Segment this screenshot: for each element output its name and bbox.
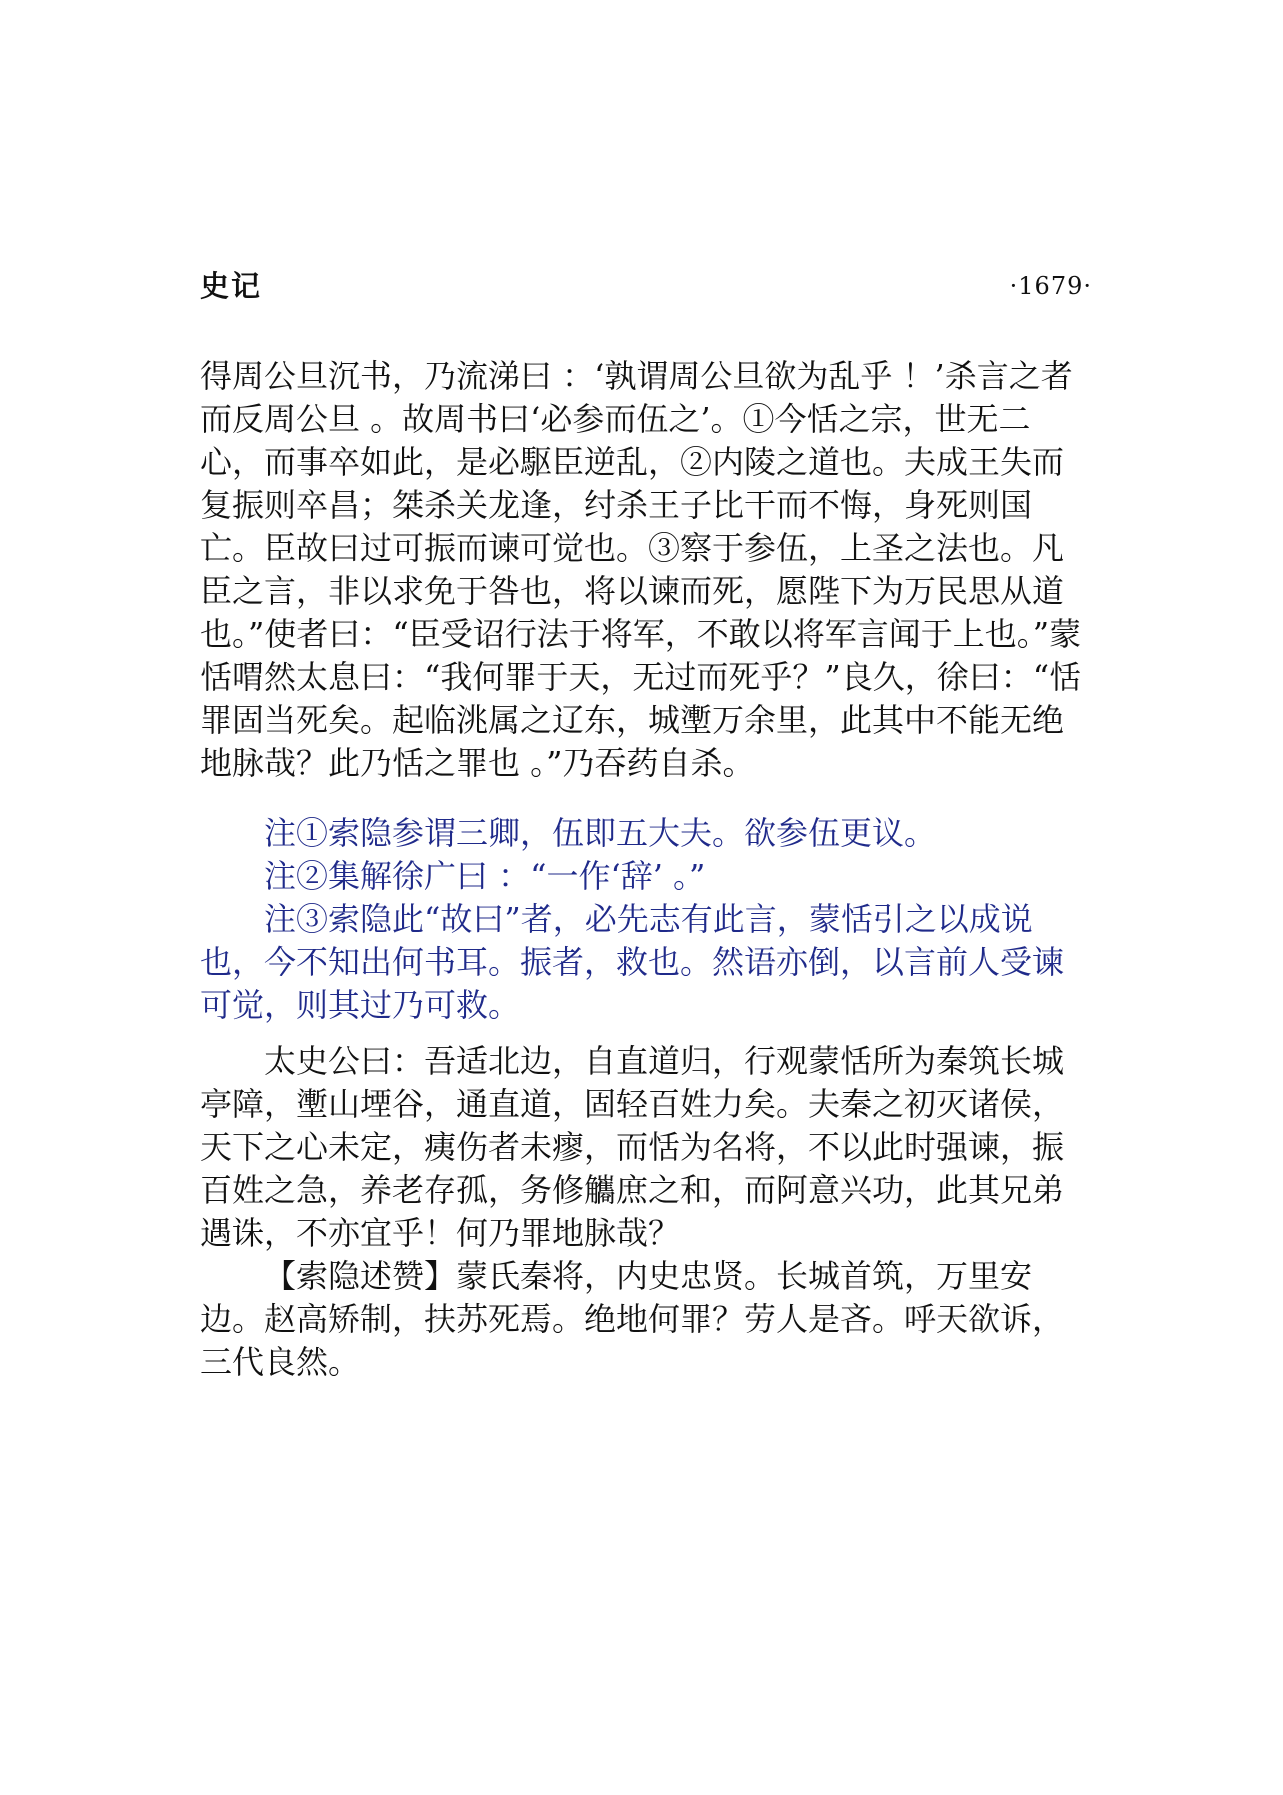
main-text <box>200 355 1092 785</box>
main-paragraph: 得周公旦沉书，乃流涕曰 ：‘孰谓周公旦欲为乱乎 ！’杀言之者而反周公旦 。故周书曰‘必参而伍之’。①今恬之宗，世无二心，而事卒如此，是必駆臣逆乱，②内陵之道也。夫成王失而复振则卒昌；桀杀关龙逢，纣杀王子比干而不悔，身死则国亡。臣故曰过可振而谏可觉也。③察于参伍，上圣之法也。凡臣之言，非以求免于咎也，将以谏而死，愿陛下为万民思从道也。”使者曰：“臣受诏行法于将军，不敢以将军言闻于上也。”蒙恬喟然太息曰：“我何罪于天，无过而死乎？”良久，徐曰：“恬罪固当死矣。起临洮属之辽东，城壍万余里，此其中不能无绝地脉哉？此乃恬之罪也 。”乃吞药自杀。 <box>200 357 1082 782</box>
book-title: 史记 <box>200 269 263 303</box>
page-header <box>200 266 1092 306</box>
note-1: 注①索隐参谓三卿，伍即五大夫。欲参伍更议。 <box>264 814 937 852</box>
note-2: 注②集解徐广曰 ：“一作‘辞’ 。” <box>264 857 706 895</box>
summary-paragraph: 【索隐述赞】蒙氏秦将，内史忠贤。长城首筑，万里安边。赵高矫制，扶苏死焉。绝地何罪？劳人是吝。呼天欲诉，三代良然。 <box>200 1257 1065 1381</box>
commentary-block <box>200 1040 1092 1255</box>
summary-block <box>200 1255 1092 1384</box>
note-3: 注③索隐此“故曰”者，必先志有此言，蒙恬引之以成说也，今不知出何书耳。振者，救也。然语亦倒，以言前人受谏可觉，则其过乃可救。 <box>200 900 1065 1024</box>
commentary-paragraph: 太史公曰：吾适北边，自直道归，行观蒙恬所为秦筑长城亭障，壍山堙谷，通直道，固轻百姓力矣。夫秦之初灭诸侯，天下之心未定，痍伤者未瘳，而恬为名将，不以此时强谏，振百姓之急，养老存孤，务修觿庶之和，而阿意兴功，此其兄弟遇诛，不亦宜乎！何乃罪地脉哉？ <box>200 1042 1065 1252</box>
page-number: ·1679· <box>1009 272 1092 300</box>
notes-block <box>200 812 1092 1027</box>
